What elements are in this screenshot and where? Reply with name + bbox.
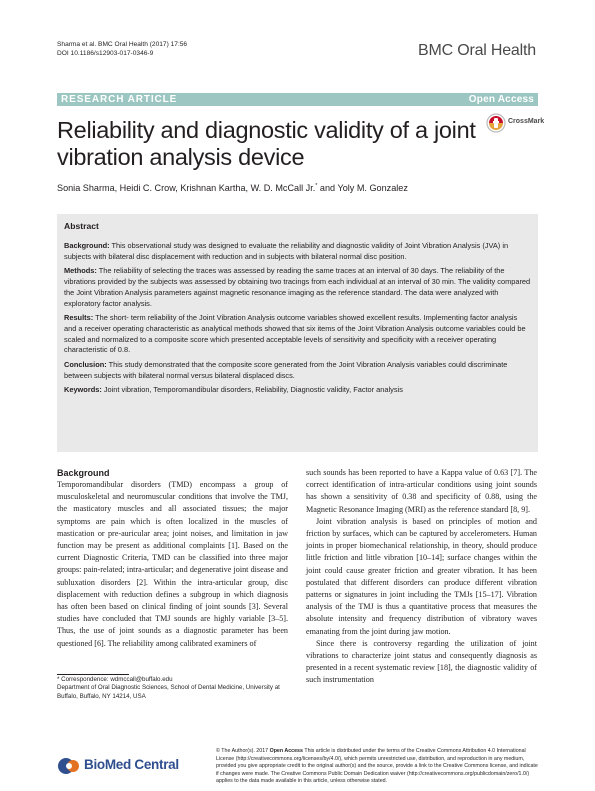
- citation-line: Sharma et al. BMC Oral Health (2017) 17:56: [57, 41, 188, 48]
- abstract-box: [57, 214, 538, 452]
- authors-tail: and Yoly M. Gonzalez: [317, 183, 408, 194]
- abstract-background: [64, 241, 531, 262]
- body-paragraph: Temporomandibular disorders (TMD) encompass a group of musculoskeletal and neuromuscular conditions that involve the TMJ, the masticatory muscles and all associated tissues; the major symptoms are pain which is often localized in the muscles of mastication or pre-auricular area; joint noises, and limitation in jaw function may be present as additional complaints [1]. Based on the current Diagnostic Criteria, TMD can be classified into three major groups: pain-related; intra-articular; and degenerative joint disease and subluxation disorders [2]. Within the intra-articular group, disc displacement with reduction defines a subgroup in which diagnosis has often been based on clinical finding of joint sounds [3]. Several studies have concluded that TMJ sounds are highly variable [3–5]. Thus, the use of joint sounds as a diagnostic parameter has been questioned [6]. The reliability among calibrated examiners of: [57, 480, 288, 648]
- footnote: [57, 676, 287, 701]
- doi-line[interactable]: DOI 10.1186/s12903-017-0346-9: [57, 50, 154, 57]
- authors-main: Sonia Sharma, Heidi C. Crow, Krishnan Kartha, W. D. McCall Jr.: [57, 183, 316, 194]
- article-title: Reliability and diagnostic validity of a joint vibration analysis device: [57, 117, 476, 170]
- abstract-methods-label: Methods:: [64, 266, 97, 276]
- license-open-access: Open Access: [269, 748, 303, 754]
- affiliation-line: Department of Oral Diagnostic Sciences, School of Dental Medicine, University at Buffalo, Buffalo, NY 14214, USA: [57, 684, 280, 700]
- body-column-left: [57, 467, 288, 650]
- abstract-methods-text: The reliability of selecting the traces was assessed by reading the same traces at an interval of 30 days. The reliability of the vibrations provided by the subjects was assessed by obtaining two tracings from each individual at an interval of 30 min. The validity compared the Joint Vibration Analysis parameters against magnetic resonance imaging as the reference standard. The data were analyzed with exploratory factor analysis.: [64, 266, 531, 308]
- license-lead: © The Author(s). 2017: [216, 748, 270, 754]
- abstract-results-text: The short- term reliability of the Joint Vibration Analysis outcome variables showed excellent results. Implementing factor analysis and a receiver operating characteristic as analytical methods showed that six items of the Joint Vibration Analysis outcome variables could be scaled and normalized to a composite score which presented acceptable levels of sensitivity and specificity with a receiver operating characteristic of 0.8.: [64, 313, 526, 355]
- biomed-central-logo: [57, 756, 187, 776]
- body-paragraph: such sounds has been reported to have a Kappa value of 0.63 [7]. The correct identification of intra-articular conditions using joint sounds has shown a sensitivity of 0.38 and specificity of 0.88, using the Magnetic Resonance Imaging (MRI) as the reference standard [8, 9].: [306, 468, 537, 514]
- body-paragraph: Joint vibration analysis is based on principles of motion and friction by surfaces, which can be captured by accelerometers. Human joints in proper biomechanical relationship, in theory, should produce little friction and little vibration [10–14]; surface changes within the joint could cause greater friction and greater vibration. It has been postulated that different disorders can produce different vibration patterns or signatures in joint including the TMJs [15–17]. Vibration analysis of the TMJ is thus a quantitative process that measures the absolute intensity and frequency distribution of vibratory waves emanating from the joint during jaw motion.: [306, 516, 537, 636]
- corresponding-mark: *: [315, 183, 318, 189]
- body-paragraph: Since there is controversy regarding the utilization of joint vibrations to characterize joint status and consequently diagnosis as presented in a recent systematic review [18], the diagnostic validity of such instrumentation: [306, 638, 537, 685]
- author-list: [57, 181, 527, 194]
- license-statement: [216, 748, 541, 786]
- abstract-conclusion-label: Conclusion:: [64, 360, 107, 370]
- abstract-background-label: Background:: [64, 241, 110, 250]
- background-heading: Background: [57, 468, 110, 478]
- article-type-banner: [57, 93, 538, 106]
- crossmark-badge[interactable]: [486, 113, 546, 133]
- journal-name: BMC Oral Health: [418, 42, 536, 59]
- license-text: This article is distributed under the terms of the Creative Commons Attribution 4.0 International License (http://creativecommons.org/licenses/by/4.0/), which permits unrestricted use, distribution, and reproduction in any medium, provided you give appropriate credit to the original author(s) and the source, provide a link to the Creative Commons license, and indicate if changes were made. The Creative Commons Public Domain Dedication waiver (http://creativecommons.org/publicdomain/zero/1.0/) applies to the data made available in this article, unless otherwise stated.: [216, 748, 538, 785]
- abstract-keywords: [64, 385, 531, 396]
- correspondence-line[interactable]: * Correspondence: wdmccall@buffalo.edu: [57, 676, 173, 683]
- abstract-methods: [64, 266, 531, 309]
- abstract-heading: Abstract: [64, 221, 99, 231]
- crossmark-icon: [486, 113, 506, 133]
- biomed-central-icon: [57, 756, 81, 776]
- abstract-results-label: Results:: [64, 313, 94, 323]
- body-column-right: [306, 467, 537, 687]
- article-type-label: RESEARCH ARTICLE: [61, 94, 178, 105]
- abstract-conclusion: [64, 360, 531, 381]
- open-access-label: Open Access: [468, 94, 534, 105]
- footnote-divider: [57, 674, 129, 675]
- publisher-logo-text: BioMed Central: [84, 757, 179, 772]
- abstract-keywords-label: Keywords:: [64, 385, 102, 395]
- abstract-keywords-text: Joint vibration, Temporomandibular disorders, Reliability, Diagnostic validity, Factor analysis: [101, 385, 403, 395]
- crossmark-label: CrossMark: [508, 118, 545, 125]
- abstract-background-text: This observational study was designed to evaluate the reliability and diagnostic validity of Joint Vibration Analysis (JVA) in subjects with bilateral disc displacement with reduction and in subjects with bilateral normal disc position.: [64, 241, 509, 261]
- abstract-conclusion-text: This study demonstrated that the composite score generated from the Joint Vibration Analysis variables could discriminate between subjects with bilateral normal versus bilateral displaced discs.: [64, 360, 508, 380]
- abstract-results: [64, 313, 531, 356]
